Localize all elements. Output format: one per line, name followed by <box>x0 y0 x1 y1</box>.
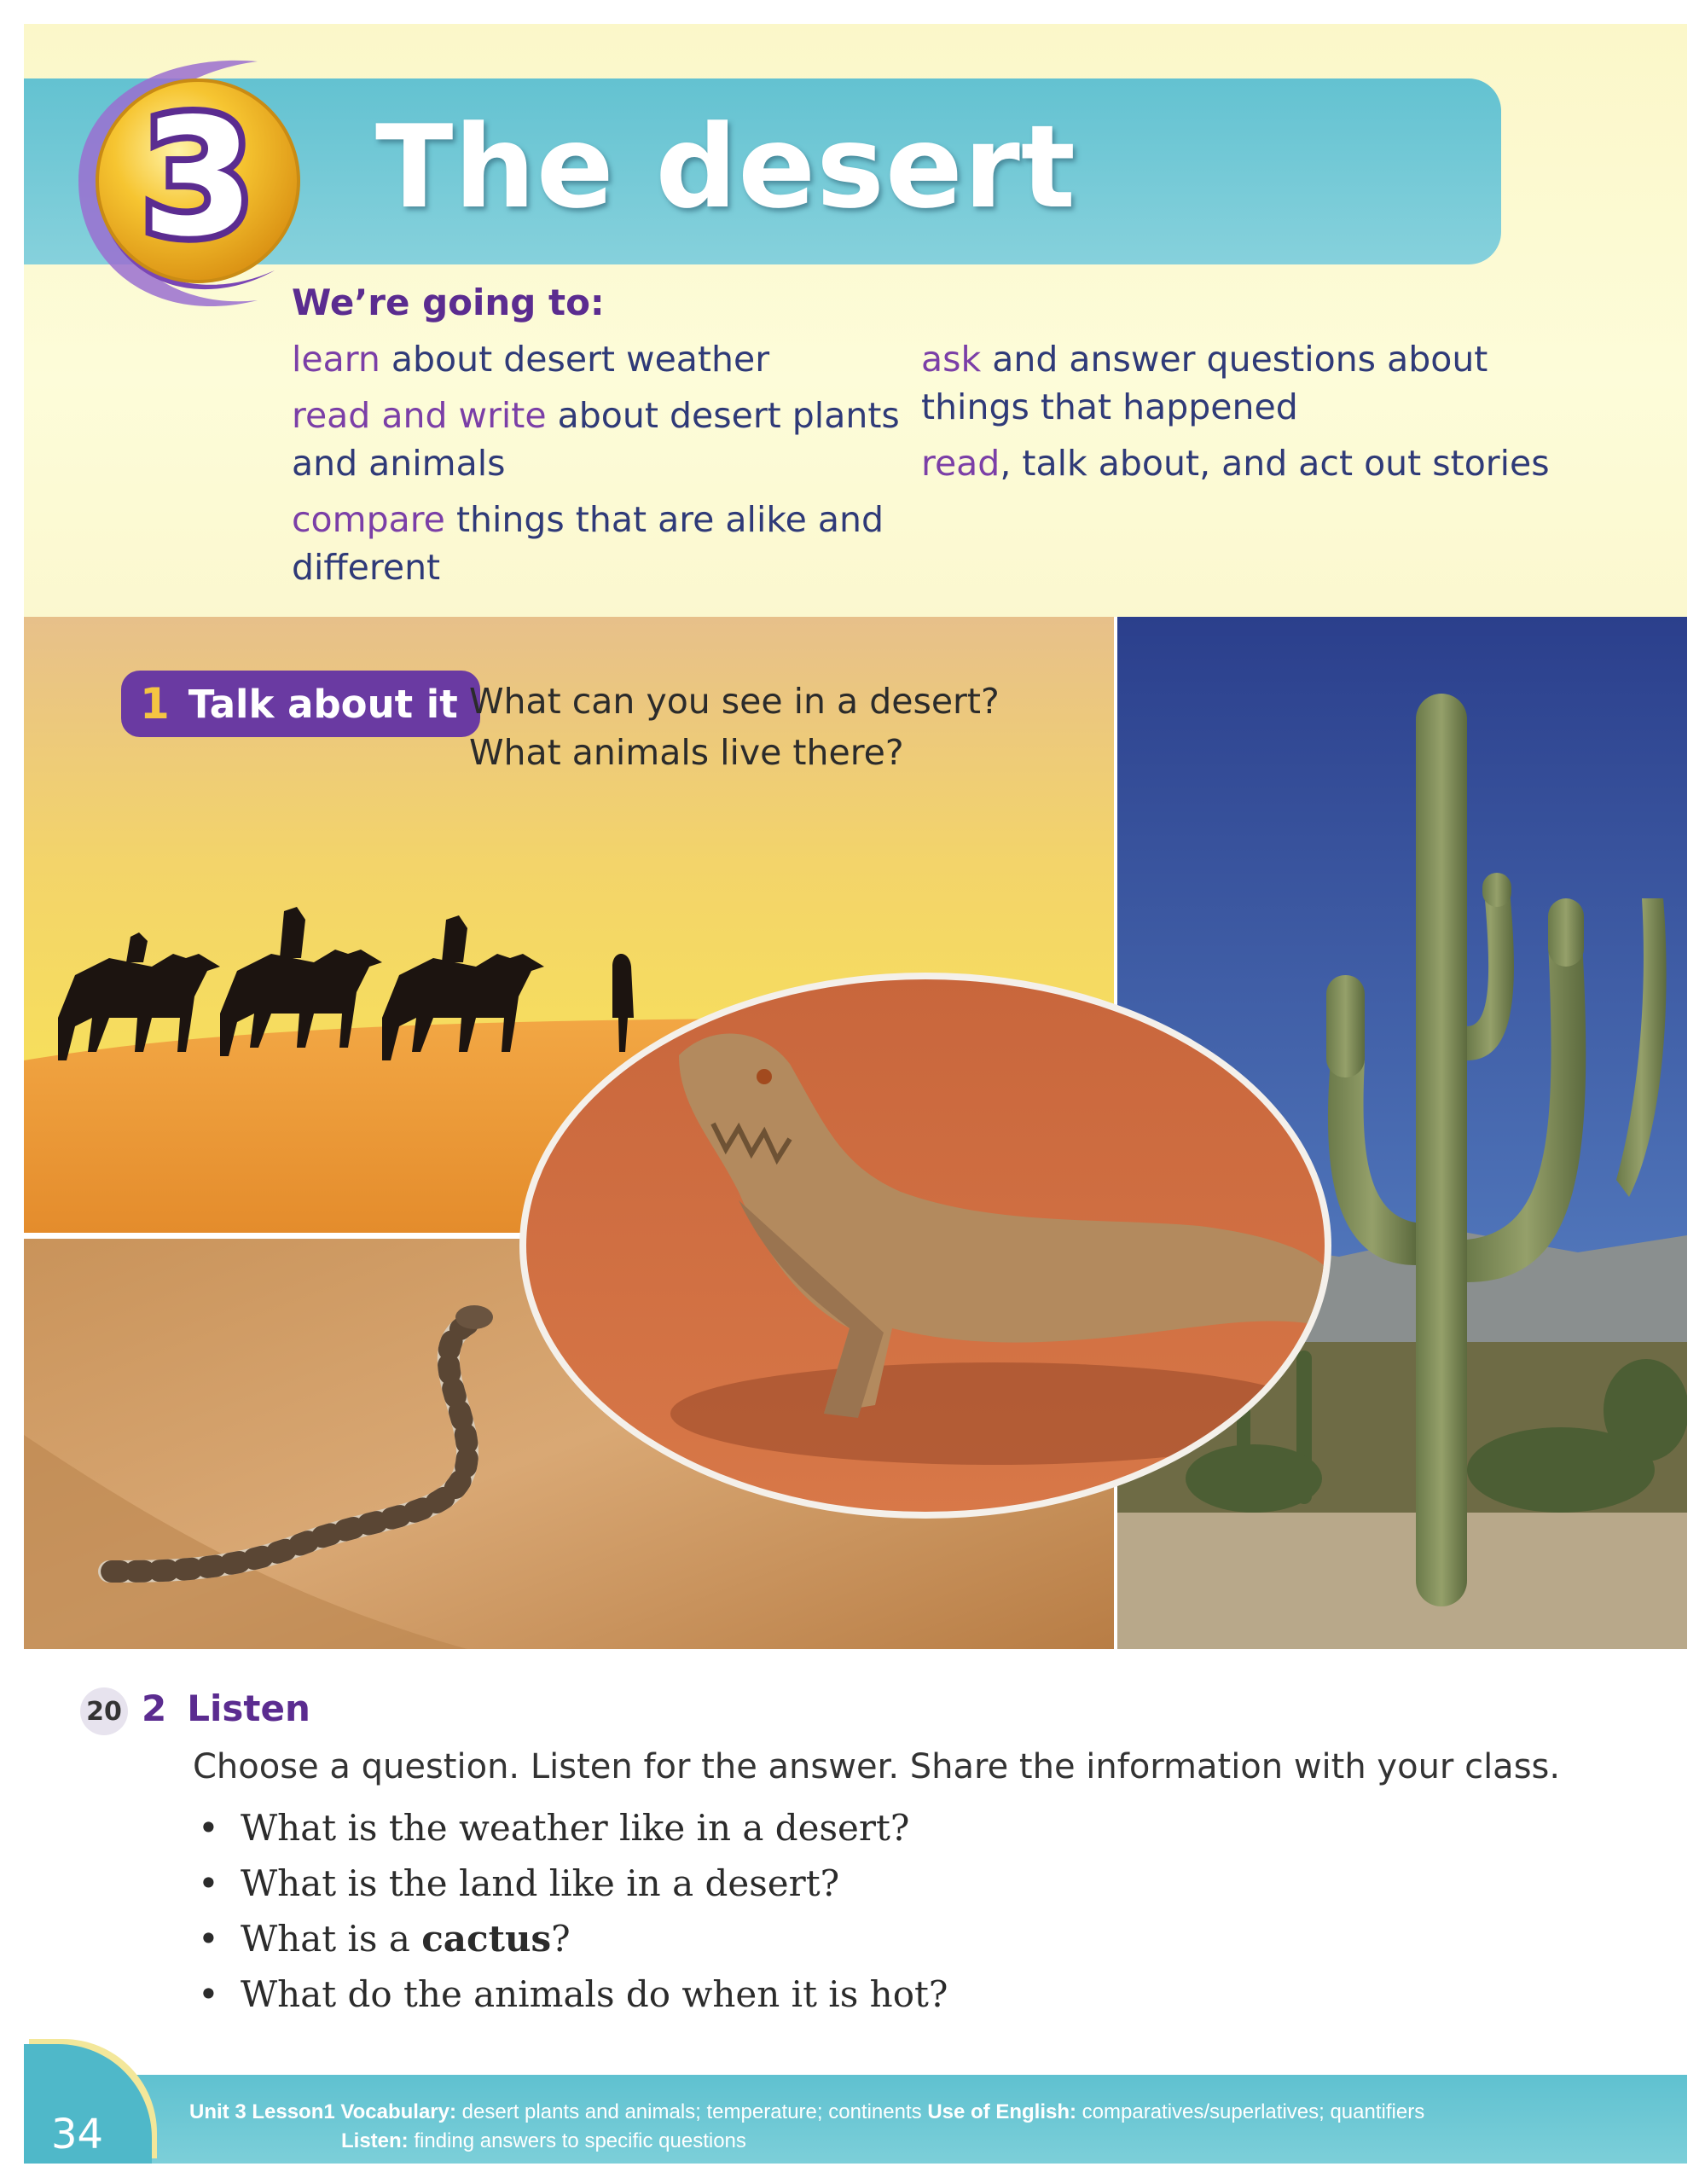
goals-left-column <box>292 335 906 600</box>
list-item: • What is a cactus? <box>193 1911 948 1966</box>
activity-label: Talk about it <box>188 681 458 727</box>
goal-text: and answer questions about things that happened <box>921 339 1488 427</box>
activity-label: Listen <box>187 1687 310 1729</box>
listen-heading <box>142 1687 310 1729</box>
talk-question: What animals live there? <box>469 732 904 773</box>
talk-question: What can you see in a desert? <box>469 681 1000 722</box>
goals-right-column <box>921 335 1569 496</box>
goal-verb: compare <box>292 499 445 540</box>
unit-number: 3 <box>141 84 255 272</box>
page-number: 34 <box>51 2111 104 2158</box>
goal-item <box>292 392 906 487</box>
track-number: 20 <box>86 1696 122 1727</box>
goal-item <box>921 335 1569 431</box>
unit-title: The desert <box>375 101 1076 234</box>
goal-text: about desert plants and animals <box>292 395 900 484</box>
goal-text: about desert weather <box>380 339 770 380</box>
activity-number: 2 <box>142 1687 167 1729</box>
goal-verb: read and write <box>292 395 547 436</box>
goal-item <box>292 335 906 383</box>
footer-line-1: Unit 3 Lesson1 Vocabulary: desert plants and animals; temperature; continents Use of English: comparatives/superlatives; quantifiers <box>189 2100 1425 2123</box>
unit-number-badge <box>61 53 343 317</box>
goal-verb: ask <box>921 339 982 380</box>
goal-verb: learn <box>292 339 380 380</box>
listen-question-list <box>193 1800 948 2022</box>
talk-about-it-badge <box>121 671 480 737</box>
list-item: • What do the animals do when it is hot? <box>193 1966 948 2022</box>
audio-track-icon[interactable] <box>80 1687 128 1735</box>
goal-verb: read <box>921 443 1000 484</box>
footer-line-2: Listen: finding answers to specific questions <box>341 2129 746 2152</box>
bearded-dragon-photo <box>517 970 1334 1521</box>
goals-heading: We’re going to: <box>292 282 605 323</box>
list-item: • What is the land like in a desert? <box>193 1856 948 1911</box>
list-item: • What is the weather like in a desert? <box>193 1800 948 1856</box>
goal-item <box>292 496 906 591</box>
goal-item <box>921 439 1569 487</box>
goal-text: , talk about, and act out stories <box>1000 443 1550 484</box>
listen-instruction: Choose a question. Listen for the answer. Share the information with your class. <box>193 1747 1561 1786</box>
activity-number: 1 <box>140 679 170 729</box>
goal-text: things that are alike and different <box>292 499 884 588</box>
